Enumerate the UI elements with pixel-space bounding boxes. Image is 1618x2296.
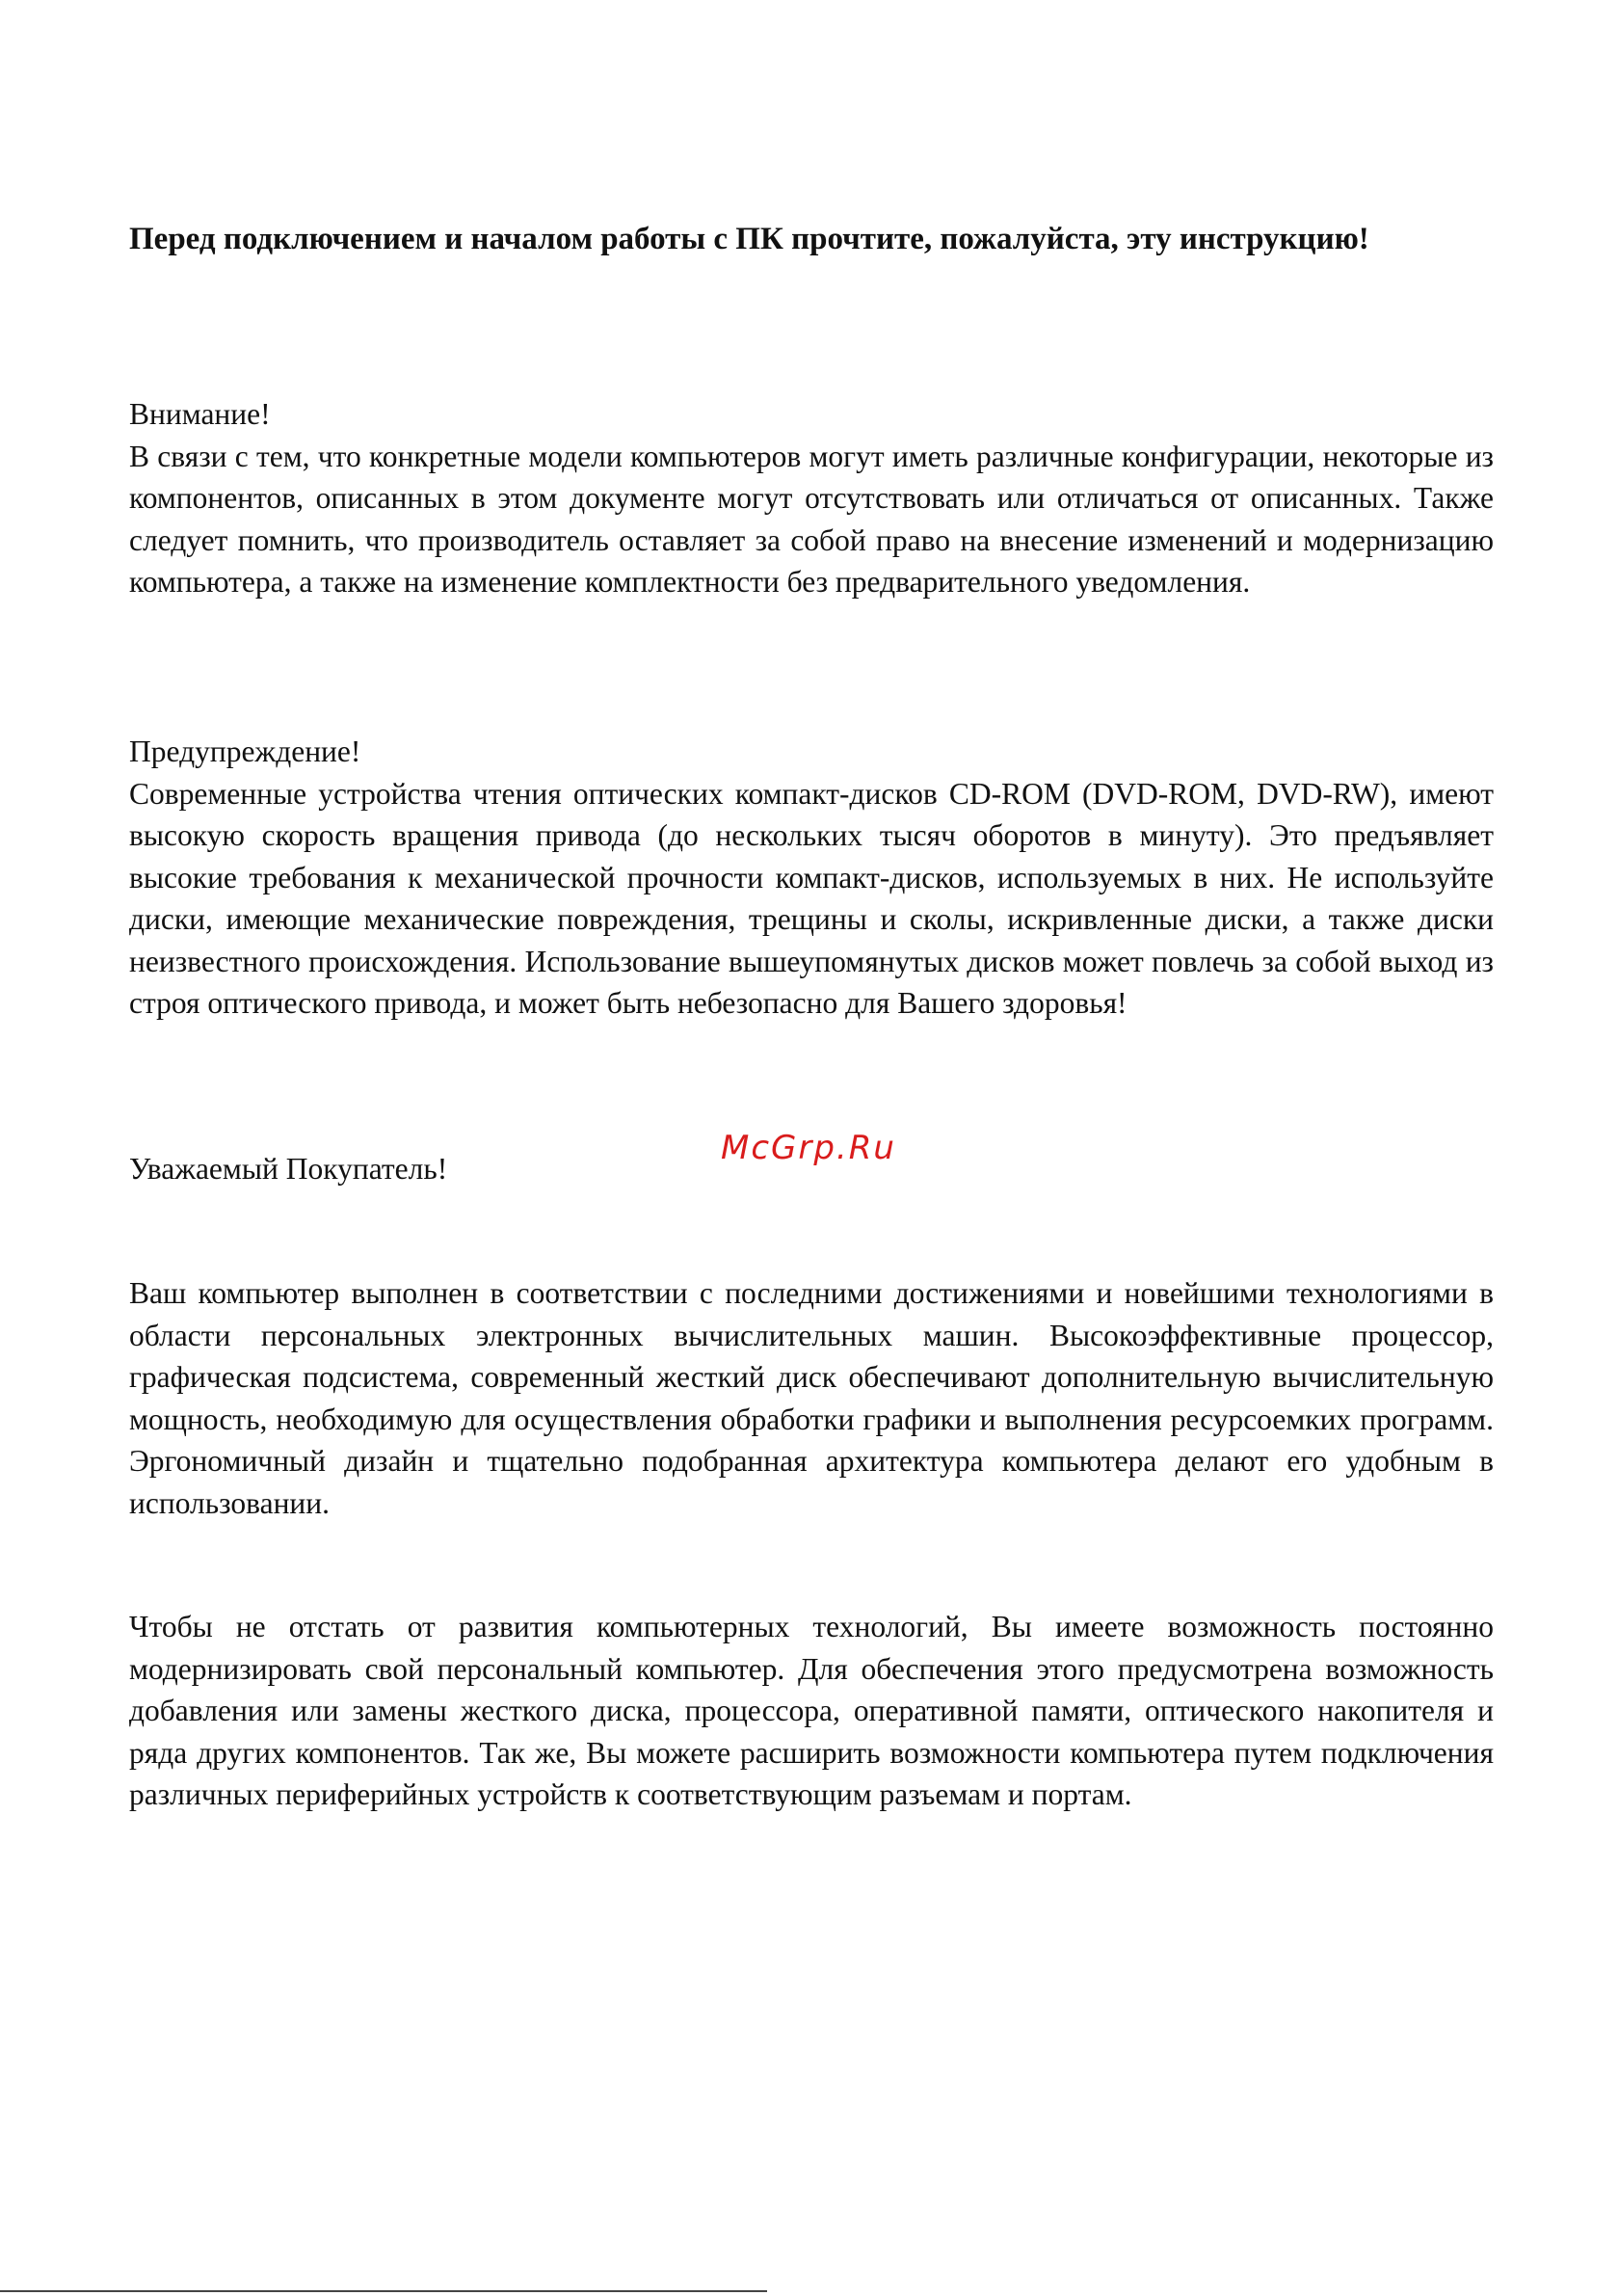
warning-text: В связи с тем, что конкретные модели компьютеров могут иметь различные конфигурации, некоторые из компонентов, описанных в этом документе могут отсутствовать или отличаться от описанных. Также следует помнить, что производитель оставляет за собой право на внесение изменений и модернизацию компьютера, а также на изменение комплектности без предварительного уведомления.	[129, 439, 1494, 599]
caution-text: Современные устройства чтения оптических компакт-дисков CD-ROM (DVD-ROM, DVD-RW), имеют высокую скорость вращения привода (до нескольких тысяч оборотов в минуту). Это предъявляет высокие требования к механической прочности компакт-дисков, используемых в них. Не используйте диски, имеющие механические повреждения, трещины и сколы, искривленные диски, а также диски неизвестного происхождения. Использование вышеупомянутых дисков может повлечь за собой выход из строя оптического привода, и может быть небезопасно для Вашего здоровья!	[129, 776, 1494, 1020]
upgrade-paragraph: Чтобы не отстать от развития компьютерных технологий, Вы имеете возможность постоянно модернизировать свой персональный компьютер. Для обеспечения этого предусмотрена возможность добавления или замены жесткого диска, процессора, оперативной памяти, оптического накопителя и ряда других компонентов. Так же, Вы можете расширить возможности компьютера путем подключения различных периферийных устройств к соответствующим разъемам и портам.	[129, 1610, 1494, 1811]
greeting-line: Уважаемый Покупатель!	[129, 1152, 448, 1186]
caution-section	[129, 731, 1494, 1025]
warning-title: Внимание!	[129, 397, 271, 431]
footer-divider	[0, 2290, 767, 2292]
warning-section	[129, 393, 1494, 603]
watermark-text: McGrp.Ru	[721, 1129, 896, 1167]
caution-title: Предупреждение!	[129, 734, 361, 768]
intro-paragraph: Ваш компьютер выполнен в соответствии с последними достижениями и новейшими технологиями в области персональных электронных вычислительных машин. Высокоэффективные процессор, графическая подсистема, современный жесткий диск обеспечивают дополнительную вычислительную мощность, необходимую для осуществления обработки графики и выполнения ресурсоемких программ. Эргономичный дизайн и тщательно подобранная архитектура компьютера делают его удобным в использовании.	[129, 1276, 1494, 1520]
page-heading: Перед подключением и началом работы с ПК прочтите, пожалуйста, эту инструкцию!	[129, 222, 1369, 256]
